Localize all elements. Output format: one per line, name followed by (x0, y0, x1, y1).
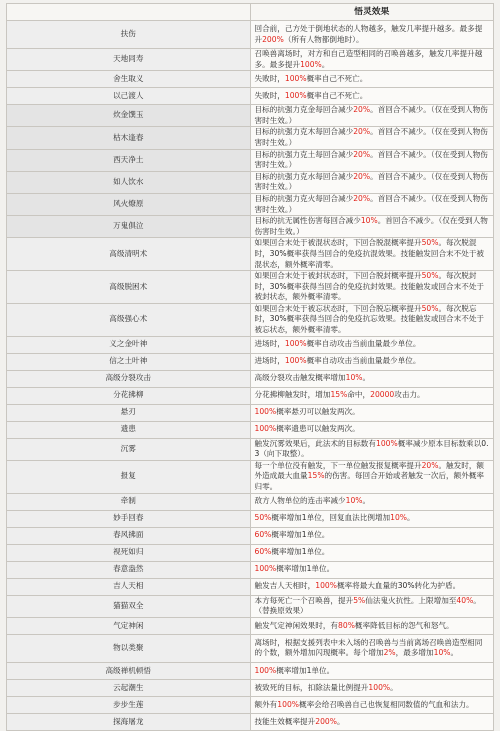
skill-name: 如人饮水 (7, 171, 251, 193)
effect-text: 概率减少原本目标数乘以0.3（向下取整）。 (254, 438, 489, 459)
effect-text: 的伤害。每回合开始或者触发一次后，额外概率归零。 (254, 471, 485, 492)
effect-value: 50% (421, 271, 439, 281)
effect-value: 20% (421, 460, 439, 470)
skill-effect (250, 510, 494, 527)
effect-text: 。首回合不减少。（仅在受到人物伤害时生效。） (254, 216, 488, 236)
effect-text: 。触发时，额外造成最大血量 (254, 460, 485, 481)
skill-effect (250, 238, 494, 271)
skill-effect (250, 595, 494, 617)
effect-text: 。 (450, 648, 459, 658)
effect-text: 进场时， (254, 339, 285, 349)
effect-text: 概率遗患可以触发两次。 (276, 424, 360, 434)
table-row (7, 561, 494, 578)
table-row (7, 49, 494, 71)
skill-effect (250, 149, 494, 171)
skill-name: 高级禅机顿悟 (7, 662, 251, 679)
skill-name: 猫猫双全 (7, 595, 251, 617)
table-row (7, 387, 494, 404)
skill-name: 遗患 (7, 421, 251, 438)
effect-value: 60% (254, 530, 272, 540)
effect-text: 分花拂柳触发时，增加 (254, 390, 331, 400)
skill-name: 气定神闲 (7, 617, 251, 634)
skill-name: 物以类聚 (7, 634, 251, 662)
effect-text: 目标的抗强力克火每回合减少 (254, 193, 354, 203)
effect-text: 技能生效概率提升 (254, 716, 316, 726)
effect-text: 如果回合末处于被封状态时，下回合脱封概率提升 (254, 271, 422, 281)
skill-name: 报复 (7, 460, 251, 493)
skill-effect (250, 353, 494, 370)
effect-text: 。 (336, 716, 345, 726)
skill-effect (250, 336, 494, 353)
skill-name: 牵制 (7, 493, 251, 510)
effect-text: 高级分裂攻击触发概率增加 (254, 373, 346, 383)
effect-text: 概率增加1单位。 (276, 564, 335, 574)
effect-value: 100% (254, 407, 277, 417)
table-row (7, 460, 494, 493)
effect-text: 。（替换原效果） (254, 595, 481, 616)
table-row (7, 370, 494, 387)
effect-text: 召唤兽离场时，对方和自己造型相同的召唤兽越多，触发几率提升越多。最多提升 (254, 49, 483, 69)
skill-name: 义之金叶神 (7, 336, 251, 353)
table-header-name (7, 4, 251, 21)
skill-name: 以己渡人 (7, 88, 251, 105)
skill-name: 探海屠龙 (7, 713, 251, 730)
skill-effect (250, 21, 494, 49)
skill-effect (250, 493, 494, 510)
effect-text: （所有人物都倒地时）。 (283, 34, 364, 44)
effect-value: 5% (353, 595, 366, 605)
skill-effect (250, 578, 494, 595)
table-row (7, 662, 494, 679)
table-body (7, 21, 494, 731)
effect-text: 概率增加1单位。 (271, 547, 330, 557)
table-row (7, 171, 494, 193)
skill-name: 万鬼俱泣 (7, 216, 251, 238)
effect-value: 2% (383, 648, 396, 658)
skill-effect (250, 544, 494, 561)
effect-value: 20% (353, 127, 371, 137)
effect-text: 目标的抗强力克水每回合减少 (254, 171, 354, 181)
effect-text: 每一个单位没有触发，下一单位触发报复概率提升 (254, 460, 422, 470)
effect-text: 离场时，根据支援列表中未入场的召唤兽与当前离场召唤兽造型相同的个数，额外增加闪现概率。每个增加 (254, 637, 483, 658)
effect-text: 命中， (347, 390, 371, 400)
table-title: 悟灵效果 (250, 4, 494, 21)
effect-value: 100% (254, 564, 277, 574)
effect-value: 100% (277, 699, 299, 709)
effect-value: 100% (368, 682, 391, 692)
skill-effect (250, 387, 494, 404)
table-row (7, 149, 494, 171)
effect-value: 100% (284, 356, 307, 366)
skill-effect (250, 662, 494, 679)
skill-name: 分花拂柳 (7, 387, 251, 404)
table-row (7, 353, 494, 370)
table-row (7, 696, 494, 713)
table-row (7, 21, 494, 49)
table-row (7, 634, 494, 662)
effect-value: 20% (353, 105, 371, 115)
skill-effect (250, 303, 494, 336)
table-row (7, 303, 494, 336)
effect-text: 如果回合末处于被忘状态时，下回合脱忘概率提升 (254, 303, 422, 313)
table-row (7, 595, 494, 617)
effect-text: 目标的抗无属性伤害每回合减少 (254, 216, 361, 226)
effect-text: 概率增加1单位，回复血法比例增加 (271, 513, 391, 523)
effect-text: 。每次脱忘时，30%概率获得当回合的免疫抗忘效果。技能触发或回合末不处于被忘状态，额外概率清零。 (254, 303, 484, 335)
effect-value: 50% (254, 513, 272, 523)
skill-effect (250, 634, 494, 662)
effect-text: 。 (321, 59, 330, 69)
effect-text: 概率会给召唤兽自己也恢复相同数值的气血和法力。 (299, 699, 474, 709)
effect-value: 100% (300, 59, 322, 69)
effect-value: 10% (390, 513, 408, 523)
table-row (7, 71, 494, 88)
table-row (7, 216, 494, 238)
skill-name: 视死如归 (7, 544, 251, 561)
effect-value: 100% (376, 438, 398, 448)
effect-value: 100% (284, 90, 307, 100)
effect-text: 。每次脱混时，30%概率获得当回合的免疫抗混效果。技能触发回合末不处于被混状态，额外概率清零。 (254, 238, 484, 269)
effect-text: 概率悬刃可以触发两次。 (276, 407, 360, 417)
table-row (7, 238, 494, 271)
effect-text: 概率自动攻击当前血量最少单位。 (306, 339, 421, 349)
effect-text: 失败时， (254, 90, 285, 100)
effect-value: 100% (254, 665, 277, 675)
skill-effect (250, 421, 494, 438)
skill-name: 春意盎然 (7, 561, 251, 578)
effect-value: 40% (456, 595, 474, 605)
skill-effect (250, 88, 494, 105)
effect-text: 目标的抗强力克木每回合减少 (254, 127, 354, 137)
effect-text: 目标的抗强力克土每回合减少 (254, 149, 354, 159)
effect-text: 概率增加1单位。 (276, 665, 335, 675)
skill-effect (250, 370, 494, 387)
effect-text: 触发气定神闲效果时，有 (254, 620, 339, 630)
effect-text: 。每次脱封时，30%概率获得当回合的免疫抗封效果。技能触发或回合末不处于被封状态，额外概率清零。 (254, 271, 484, 302)
skill-effect (250, 49, 494, 71)
table-row (7, 105, 494, 127)
effect-value: 20% (353, 149, 371, 159)
skill-effect (250, 193, 494, 215)
effect-text: 仙法鬼火抗性。上限增加至 (365, 595, 457, 605)
skill-effect (250, 271, 494, 304)
effect-value: 10% (433, 648, 451, 658)
effect-text: 被致死的目标，扣除法量比例提升 (254, 682, 369, 692)
skill-effect (250, 713, 494, 730)
table-row (7, 493, 494, 510)
effect-value: 10% (360, 216, 378, 226)
table-row (7, 438, 494, 460)
effect-value: 80% (338, 620, 355, 630)
effect-text: ，最多增加 (395, 648, 434, 658)
effect-text: 。首回合不减少。（仅在受到人物伤害时生效。） (254, 171, 488, 192)
effect-text: 敌方人物单位的连击率减少 (254, 496, 346, 506)
effect-value: 50% (421, 238, 439, 248)
effect-text: 。 (407, 513, 415, 523)
effect-text: 本方每死亡一个召唤兽，提升 (254, 595, 354, 605)
effect-text: 概率将最大血量的30%转化为护盾。 (336, 581, 461, 591)
skill-name: 高级分裂攻击 (7, 370, 251, 387)
table-row (7, 336, 494, 353)
effect-text: 。首回合不减少。（仅在受到人物伤害时生效。） (254, 149, 488, 170)
table-row (7, 617, 494, 634)
skill-effect (250, 105, 494, 127)
skill-effect (250, 171, 494, 193)
table-row (7, 271, 494, 304)
skill-name: 悬刃 (7, 404, 251, 421)
effect-value: 60% (254, 547, 272, 557)
table-row (7, 527, 494, 544)
skill-effect (250, 696, 494, 713)
effect-text: 。 (390, 682, 398, 692)
table-row (7, 404, 494, 421)
effect-text: 额外有 (254, 699, 278, 709)
skill-effect (250, 404, 494, 421)
effect-text: 回合前，己方处于倒地状态的人物越多，触发几率提升越多。最多提升 (254, 23, 483, 44)
effect-value: 100% (284, 73, 307, 83)
effect-text: 进场时， (254, 356, 285, 366)
table-row (7, 193, 494, 215)
skill-name: 风火燎原 (7, 193, 251, 215)
effect-value: 50% (421, 303, 439, 313)
effect-text: 概率自动攻击当前血量最少单位。 (306, 356, 421, 366)
table-row (7, 127, 494, 149)
effect-value: 100% (284, 339, 307, 349)
effect-value: 15% (307, 471, 325, 481)
skill-name: 天地同寿 (7, 49, 251, 71)
skill-effect (250, 561, 494, 578)
effect-text: 。 (362, 496, 371, 506)
effect-text: 目标的抗强力克金每回合减少 (254, 105, 354, 115)
table-row (7, 578, 494, 595)
skill-name: 云起潮生 (7, 679, 251, 696)
table-row (7, 544, 494, 561)
skill-name: 信之土叶神 (7, 353, 251, 370)
effect-text: 如果回合末处于被混状态时，下回合脱混概率提升 (254, 238, 422, 248)
effect-text: 概率降低目标的怨气和怒气。 (354, 620, 454, 630)
effect-text: 。 (362, 373, 371, 383)
skill-effects-table (6, 3, 494, 731)
effect-text: 。首回合不减少。（仅在受到人物伤害时生效。） (254, 105, 488, 125)
skill-name: 春风拂面 (7, 527, 251, 544)
skill-effect (250, 617, 494, 634)
table-row (7, 88, 494, 105)
effect-value: 10% (345, 373, 363, 383)
table-row (7, 421, 494, 438)
effect-value: 100% (315, 581, 337, 591)
effect-value: 20% (353, 171, 371, 181)
skill-name: 妙手回春 (7, 510, 251, 527)
effect-text: 概率自己不死亡。 (306, 90, 368, 100)
effect-text: 失败时， (254, 73, 285, 83)
effect-text: 概率自己不死亡。 (306, 73, 368, 83)
skill-name: 西天净土 (7, 149, 251, 171)
table-row (7, 679, 494, 696)
effect-text: 触发沉雾效果后，此法术的目标数有 (254, 438, 376, 448)
effect-value: 200% (315, 716, 337, 726)
skill-effect (250, 71, 494, 88)
effect-value: 20% (353, 193, 371, 203)
skill-effect (250, 679, 494, 696)
skill-name: 扶伤 (7, 21, 251, 49)
skill-effect (250, 127, 494, 149)
effect-text: 。首回合不减少。（仅在受到人物伤害时生效。） (254, 193, 488, 214)
effect-value: 20000 (370, 390, 395, 400)
skill-name: 枯木逢春 (7, 127, 251, 149)
effect-value: 15% (330, 390, 348, 400)
table-row (7, 713, 494, 730)
skill-effect (250, 460, 494, 493)
effect-value: 10% (345, 496, 363, 506)
table-header-row (7, 4, 494, 21)
skill-effect (250, 216, 494, 238)
skill-name: 沉雾 (7, 438, 251, 460)
effect-text: 攻击力。 (394, 390, 425, 400)
skill-effect (250, 438, 494, 460)
effect-text: 。首回合不减少。（仅在受到人物伤害时生效。） (254, 127, 488, 147)
skill-name: 步步生莲 (7, 696, 251, 713)
effect-text: 触发吉人天相时， (254, 581, 316, 591)
skill-effect (250, 527, 494, 544)
effect-text: 概率增加1单位。 (271, 530, 330, 540)
skill-name: 高级强心术 (7, 303, 251, 336)
skill-name: 吉人天相 (7, 578, 251, 595)
skill-name: 炊金馔玉 (7, 105, 251, 127)
skill-name: 舍生取义 (7, 71, 251, 88)
effect-value: 200% (262, 34, 284, 44)
skill-name: 高级清明术 (7, 238, 251, 271)
effect-value: 100% (254, 424, 277, 434)
skill-name: 高级脱困术 (7, 271, 251, 304)
table-row (7, 510, 494, 527)
